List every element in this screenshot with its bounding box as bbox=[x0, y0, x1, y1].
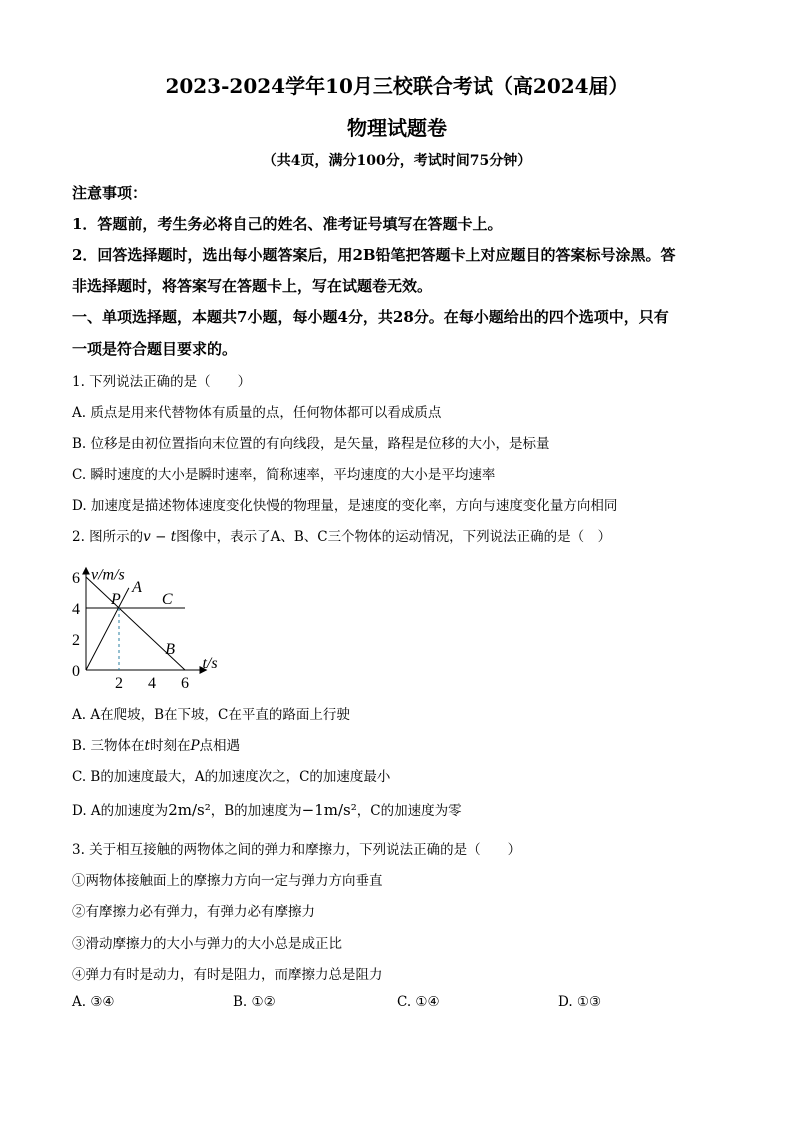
x-tick-label: 4 bbox=[148, 675, 156, 692]
q1-option-c: C. 瞬时速度的大小是瞬时速率，简称速率，平均速度的大小是平均速率 bbox=[72, 467, 496, 483]
q2-option-a: A. A在爬坡，B在下坡，C在平直的路面上行驶 bbox=[72, 707, 350, 723]
q2-stem-pre: 2. 图所示的 bbox=[72, 529, 144, 545]
vt-chart bbox=[64, 552, 244, 692]
notes-item-2-line-1: 2．回答选择题时，选出每小题答案后，用2B铅笔把答题卡上对应题目的答案标号涂黑。答 bbox=[72, 246, 676, 264]
q2-b-mid: 时刻在 bbox=[149, 738, 191, 754]
notes-item-2-line-2: 非选择题时，将答案写在答题卡上，写在试题卷无效。 bbox=[72, 277, 433, 295]
exam-info: （共4页，满分100分，考试时间75分钟） bbox=[262, 153, 532, 169]
q2-d-pre: D. A的加速度为 bbox=[72, 803, 169, 819]
q2-stem bbox=[72, 525, 611, 545]
section1-line-2: 一项是符合题目要求的。 bbox=[72, 340, 238, 358]
q2-stem-post: 图像中，表示了A、B、C三个物体的运动情况，下列说法正确的是（ ） bbox=[176, 529, 612, 545]
notes-item-1: 1．答题前，考生务必将自己的姓名、准考证号填写在答题卡上。 bbox=[72, 215, 503, 233]
x-axis-label: t/s bbox=[202, 655, 218, 672]
y-tick-label: 4 bbox=[72, 601, 80, 618]
q2-d-post: ，C的加速度为零 bbox=[356, 803, 462, 819]
q2-b-math-p: P bbox=[190, 738, 200, 754]
q1-option-a: A. 质点是用来代替物体有质量的点，任何物体都可以看成质点 bbox=[72, 405, 442, 421]
q2-d-math-b: −1m/s² bbox=[301, 801, 357, 819]
q3-stem: 3. 关于相互接触的两物体之间的弹力和摩擦力，下列说法正确的是（ ） bbox=[72, 842, 522, 858]
q3-choice-d: D. ①③ bbox=[558, 994, 602, 1010]
q3-statement-3: ③滑动摩擦力的大小与弹力的大小总是成正比 bbox=[72, 936, 342, 952]
series-line-a bbox=[86, 588, 129, 670]
q1-option-b: B. 位移是由初位置指向末位置的有向线段，是矢量，路程是位移的大小，是标量 bbox=[72, 436, 550, 452]
y-tick-label: 0 bbox=[72, 663, 80, 680]
q3-choice-a: A. ③④ bbox=[72, 994, 115, 1010]
q2-stem-math: v − t bbox=[143, 529, 177, 545]
y-tick-label: 6 bbox=[72, 570, 80, 587]
q3-statement-1: ①两物体接触面上的摩擦力方向一定与弹力方向垂直 bbox=[72, 873, 383, 889]
q2-b-post: 点相遇 bbox=[199, 738, 241, 754]
x-tick-label: 2 bbox=[115, 675, 123, 692]
q2-option-b bbox=[72, 734, 240, 754]
q3-statement-2: ②有摩擦力必有弹力，有弹力必有摩擦力 bbox=[72, 904, 315, 920]
q3-choice-c: C. ①④ bbox=[397, 994, 440, 1010]
notes-heading: 注意事项： bbox=[72, 184, 148, 202]
q2-d-math-a: 2m/s² bbox=[168, 801, 211, 819]
y-axis-label: v/m/s bbox=[91, 566, 125, 584]
q3-statement-4: ④弹力有时是动力，有时是阻力，而摩擦力总是阻力 bbox=[72, 967, 383, 983]
y-tick-label: 2 bbox=[72, 632, 80, 649]
series-label-a: A bbox=[132, 578, 142, 596]
x-tick-label: 6 bbox=[181, 675, 189, 692]
point-p-label: P bbox=[111, 591, 121, 608]
series-label-b: B bbox=[165, 640, 175, 658]
exam-title: 2023-2024学年10月三校联合考试（高2024届） bbox=[165, 74, 629, 98]
q3-choice-b: B. ①② bbox=[233, 994, 276, 1010]
series-label-c: C bbox=[161, 591, 173, 608]
q2-b-pre: B. 三物体在 bbox=[72, 738, 145, 754]
q2-option-d bbox=[72, 799, 462, 819]
q2-d-mid: ，B的加速度为 bbox=[210, 803, 302, 819]
q1-option-d: D. 加速度是描述物体速度变化快慢的物理量，是速度的变化率，方向与速度变化量方向相同 bbox=[72, 498, 618, 514]
section1-line-1: 一、单项选择题，本题共7小题，每小题4分，共28分。在每小题给出的四个选项中，只有 bbox=[72, 308, 669, 326]
q2-b-math-t: t bbox=[144, 738, 150, 754]
exam-subtitle: 物理试题卷 bbox=[347, 116, 447, 140]
q1-stem: 1. 下列说法正确的是（ ） bbox=[72, 374, 252, 390]
q2-option-c: C. B的加速度最大，A的加速度次之，C的加速度最小 bbox=[72, 769, 391, 785]
